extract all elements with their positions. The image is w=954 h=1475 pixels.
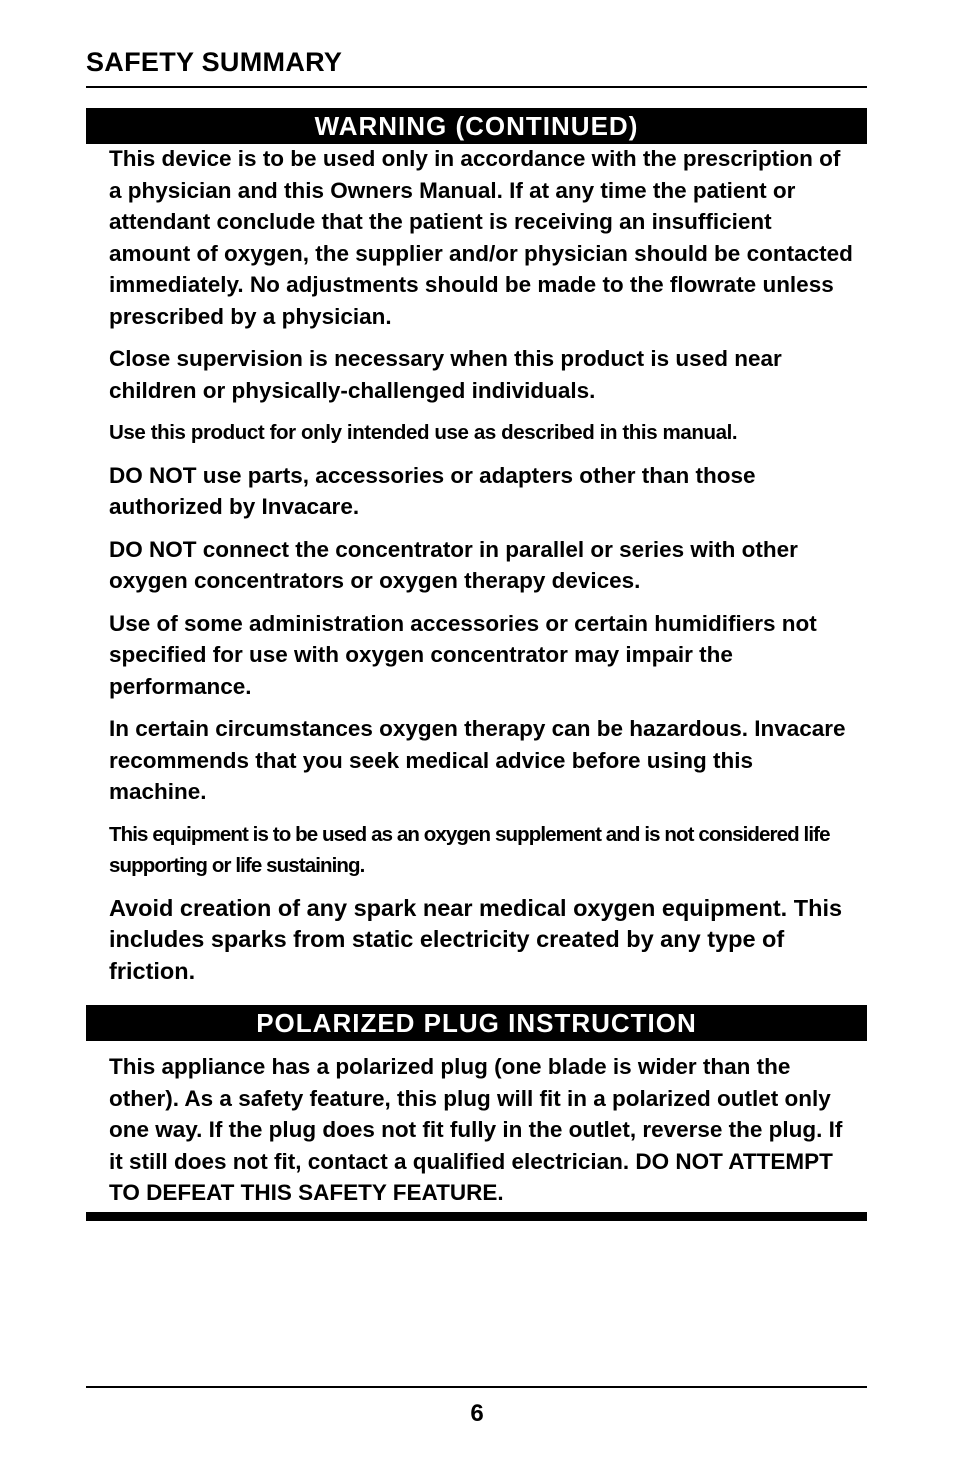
page-section-title: SAFETY SUMMARY bbox=[86, 47, 343, 77]
polarized-plug-body bbox=[109, 1051, 854, 1220]
warning-paragraph-parts bbox=[109, 460, 854, 523]
warning-paragraph-parallel-text: connect the concentrator in parallel or series with other oxygen concentrators or oxygen therapy devices. bbox=[109, 536, 798, 593]
polarized-plug-banner: POLARIZED PLUG INSTRUCTION bbox=[86, 1005, 867, 1041]
warning-paragraph-intended-use: Use this product for only intended use as described in this manual. bbox=[109, 421, 738, 444]
warning-paragraph-prescription: This device is to be used only in accordance with the prescription of a physician and this Owners Manual. If at any time the patient or attendant conclude that the patient is receiving an insufficient amount of oxygen, the supplier and/or physician should be contacted immediately. No adjustments should be made to the flowrate unless prescribed by a physician. bbox=[109, 146, 853, 329]
warning-paragraph-parallel bbox=[109, 534, 854, 597]
footer-divider bbox=[86, 1386, 867, 1388]
warning-paragraph-parts-text: use parts, accessories or adapters other than those authorized by Invacare. bbox=[109, 462, 756, 519]
do-not-label: DO NOT bbox=[109, 536, 197, 562]
warning-continued-banner: WARNING (CONTINUED) bbox=[86, 108, 867, 144]
header-divider bbox=[86, 86, 867, 88]
warning-paragraph-humidifiers: Use of some administration accessories or certain humidifiers not specified for use with oxygen concentrator may impair the performance. bbox=[109, 610, 817, 699]
warning-paragraph-hazardous: In certain circumstances oxygen therapy can be hazardous. Invacare recommends that you seek medical advice before using this machine. bbox=[109, 716, 846, 804]
warning-body bbox=[109, 143, 854, 998]
warning-paragraph-supplement: This equipment is to be used as an oxygen supplement and is not considered life supporting or life sustaining. bbox=[109, 822, 830, 877]
warning-paragraph-spark: Avoid creation of any spark near medical oxygen equipment. This includes sparks from static electricity created by any type of friction. bbox=[109, 894, 843, 984]
section-end-divider bbox=[86, 1212, 867, 1221]
warning-paragraph-supervision: Close supervision is necessary when this product is used near children or physically-challenged individuals. bbox=[109, 346, 782, 403]
do-not-label: DO NOT bbox=[109, 462, 197, 488]
polarized-plug-paragraph: This appliance has a polarized plug (one blade is wider than the other). As a safety feature, this plug will fit in a polarized outlet only one way. If the plug does not fit fully in the outlet, reverse the plug. If it still does not fit, contact a qualified electrician. DO NOT ATTEMPT TO DEFEAT THIS SAFETY FEATURE. bbox=[109, 1054, 843, 1205]
page-number: 6 bbox=[470, 1400, 484, 1427]
